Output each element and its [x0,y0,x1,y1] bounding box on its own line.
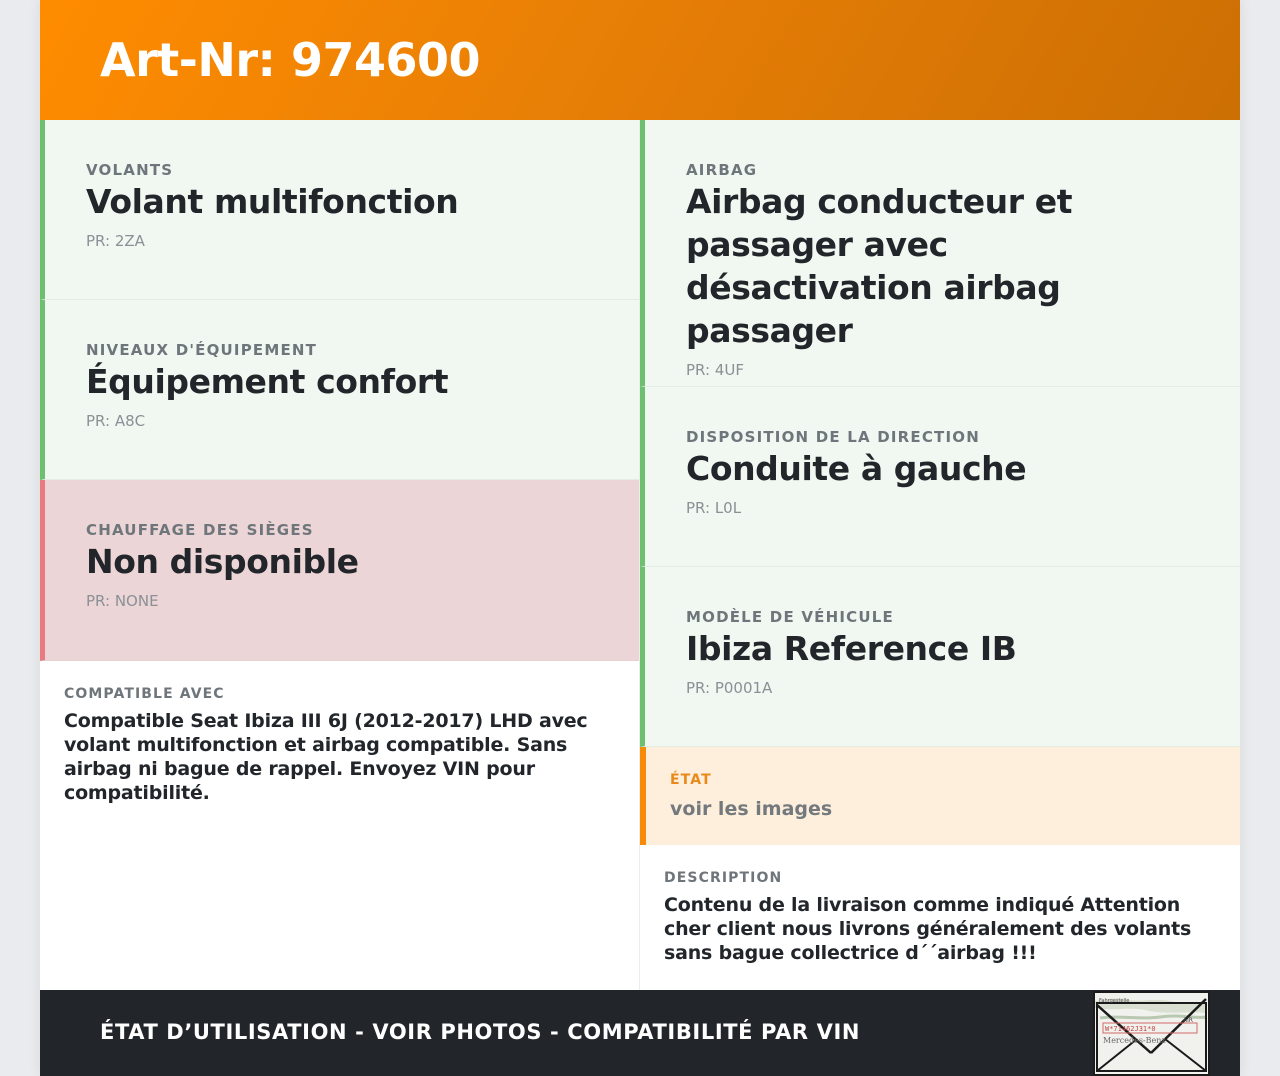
spec-value: Conduite à gauche [686,449,1027,488]
spec-pr-code: PR: P0001A [686,679,773,697]
compatibility-text: Compatible Seat Ibiza III 6J (2012-2017) LHD avec volant multifonction et airbag compatible. Sans airbag ni bague de rappel. Envoyez VIN pour compatibilité. [64,710,588,804]
spec-value: Équipement confort [86,362,449,401]
spec-pr-code: PR: L0L [686,499,742,517]
spec-pr-code: PR: A8C [86,412,146,430]
spec-label: AIRBAG [686,161,758,179]
footer-bar [40,990,1240,1076]
description-label: DESCRIPTION [664,870,783,886]
spec-label: VOLANTS [86,161,174,179]
thumbnail-bottom-text: Mercedes-Benz [1103,1036,1166,1045]
spec-pr-code: PR: 2ZA [86,232,145,250]
spec-value: Ibiza Reference IB [686,629,1017,668]
product-sheet [40,0,1240,1076]
label-photo-thumbnail[interactable] [1093,991,1210,1076]
spec-value: Airbag conducteur et passager avec désactivation airbag passager [686,182,1073,350]
spec-label: CHAUFFAGE DES SIÈGES [86,521,314,539]
spec-card-seat-heating [40,480,639,661]
right-column [640,120,1240,990]
left-column [40,120,640,990]
spec-card-steering-wheel [40,120,639,300]
condition-value: voir les images [670,798,833,820]
envelope-icon [1095,993,1208,1074]
spec-label: NIVEAUX D'ÉQUIPEMENT [86,341,318,359]
spec-value: Non disponible [86,542,359,581]
condition-label: ÉTAT [670,772,712,788]
article-number-title: Art-Nr: 974600 [100,33,481,87]
spec-columns [40,120,1240,990]
spec-card-equipment-level [40,300,639,480]
spec-pr-code: PR: 4UF [686,361,744,379]
spec-label: MODÈLE DE VÉHICULE [686,608,894,626]
header-bar [40,0,1240,120]
spec-pr-code: PR: NONE [86,592,159,610]
spec-card-airbag [640,120,1240,387]
thumbnail-side-text: AiR [1183,1017,1193,1024]
spec-card-vehicle-model [640,567,1240,747]
thumbnail-mid-text: W*71462J31*0 [1105,1025,1156,1033]
compatibility-label: COMPATIBLE AVEC [64,686,225,702]
condition-callout [640,747,1240,845]
compatibility-section [40,661,639,805]
spec-card-steering-position [640,387,1240,567]
spec-label: DISPOSITION DE LA DIRECTION [686,428,980,446]
thumbnail-top-text: Fahrgestelle [1099,998,1130,1004]
footer-tagline: ÉTAT D’UTILISATION - VOIR PHOTOS - COMPATIBILITÉ PAR VIN [100,1020,861,1044]
description-text: Contenu de la livraison comme indiqué Attention cher client nous livrons généralement des volants sans bague collectrice d´´airbag !!! [664,894,1192,964]
description-section [640,845,1240,965]
spec-value: Volant multifonction [86,182,459,221]
